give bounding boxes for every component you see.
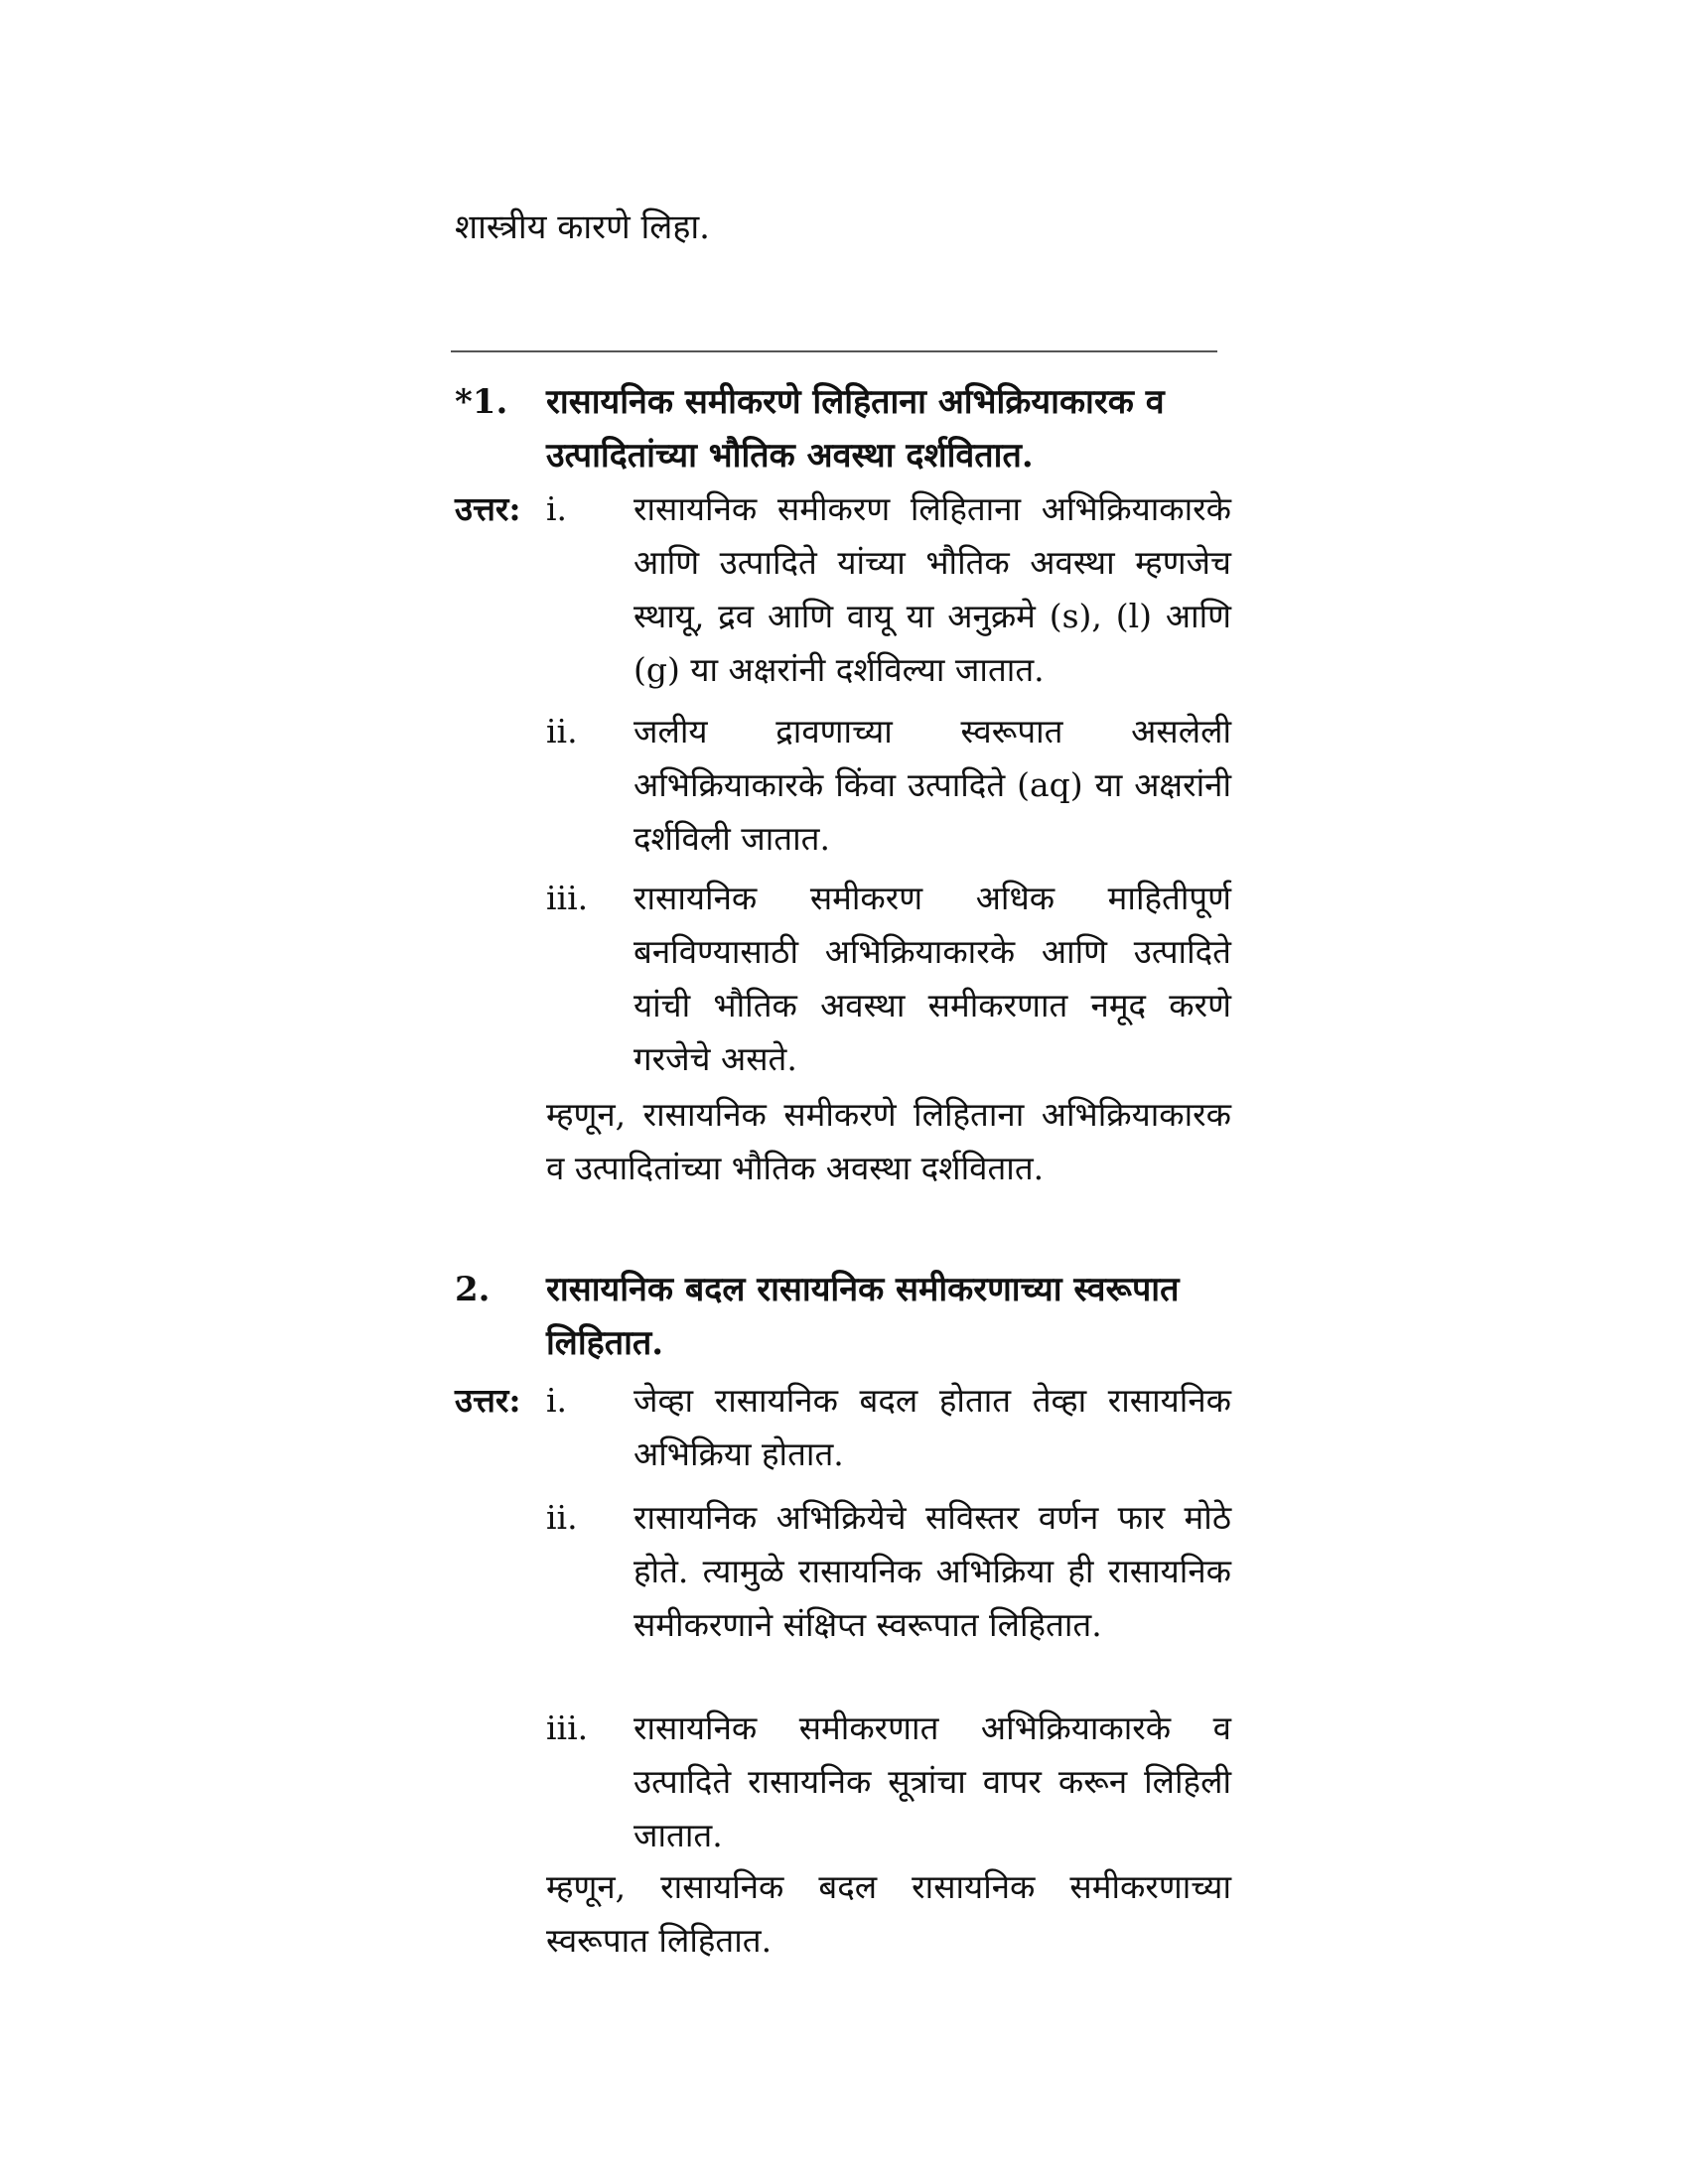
answer-conclusion: म्हणून, रासायनिक बदल रासायनिक समीकरणाच्या स्वरूपात लिहितात. bbox=[546, 1867, 1231, 1960]
answer-2 bbox=[455, 1374, 1249, 1979]
point-text: रासायनिक समीकरण अधिक माहितीपूर्ण बनविण्यासाठी अभिक्रियाकारके आणि उत्पादिते यांची भौतिक अवस्था समीकरणात नमूद करणे गरजेचे असते. bbox=[633, 879, 1231, 1078]
point-number: ii. bbox=[546, 1498, 578, 1537]
question-text: रासायनिक बदल रासायनिक समीकरणाच्या स्वरूपात लिहितात. bbox=[546, 1270, 1180, 1363]
question-number: 2. bbox=[455, 1270, 491, 1309]
point-text: जलीय द्रावणाच्या स्वरूपात असलेली अभिक्रियाकारके किंवा उत्पादिते (aq) या अक्षरांनी दर्शविली जातात. bbox=[633, 712, 1231, 858]
answer-conclusion: म्हणून, रासायनिक समीकरणे लिहिताना अभिक्रियाकारक व उत्पादितांच्या भौतिक अवस्था दर्शवितात. bbox=[546, 1095, 1231, 1187]
divider-line bbox=[451, 350, 1217, 352]
point-text: जेव्हा रासायनिक बदल होतात तेव्हा रासायनिक अभिक्रिया होतात. bbox=[633, 1381, 1231, 1473]
point-number: iii. bbox=[546, 879, 589, 917]
point-text: रासायनिक समीकरणात अभिक्रियाकारके व उत्पादिते रासायनिक सूत्रांचा वापर करून लिहिली जातात. bbox=[633, 1708, 1231, 1854]
point-number: iii. bbox=[546, 1708, 589, 1747]
question-2 bbox=[455, 1263, 1249, 1372]
answer-label: उत्तर: bbox=[455, 1381, 521, 1420]
point-number: ii. bbox=[546, 712, 578, 751]
point-number: i. bbox=[546, 1381, 568, 1420]
point-number: i. bbox=[546, 489, 568, 528]
point-text: रासायनिक समीकरण लिहिताना अभिक्रियाकारके आणि उत्पादिते यांच्या भौतिक अवस्था म्हणजेच स्थायू, द्रव आणि वायू या अनुक्रमे (s), (l) आणि (g) या अक्षरांनी दर्शविल्या जातात. bbox=[633, 489, 1231, 689]
section-heading: शास्त्रीय कारणे लिहा. bbox=[455, 207, 710, 247]
answer-1 bbox=[455, 482, 1249, 1247]
answer-label: उत्तर: bbox=[455, 489, 521, 528]
question-number: *1. bbox=[455, 382, 508, 422]
point-text: रासायनिक अभिक्रियेचे सविस्तर वर्णन फार मोठे होते. त्यामुळे रासायनिक अभिक्रिया ही रासायनिक समीकरणाने संक्षिप्त स्वरूपात लिहितात. bbox=[633, 1498, 1231, 1644]
question-text: रासायनिक समीकरणे लिहिताना अभिक्रियाकारक व उत्पादितांच्या भौतिक अवस्था दर्शवितात. bbox=[546, 382, 1165, 476]
question-1 bbox=[455, 375, 1249, 484]
